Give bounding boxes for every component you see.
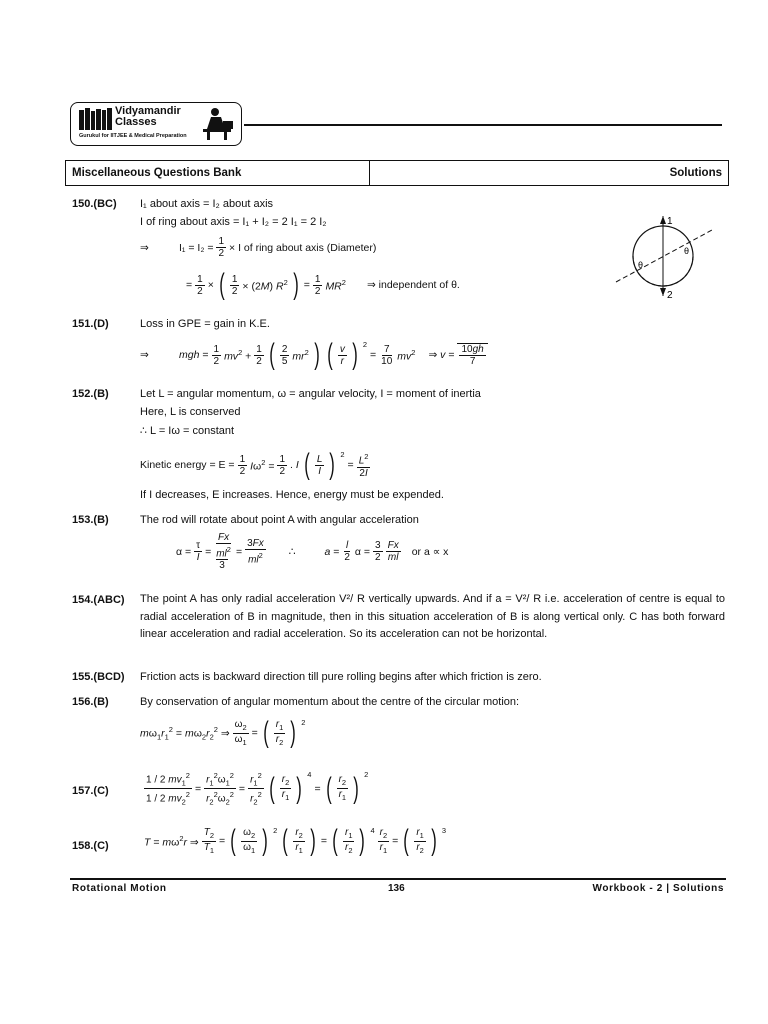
header-rule [244, 124, 722, 126]
footer-chapter: Rotational Motion [72, 883, 167, 894]
q153-line1: The rod will rotate about point A with angular acceleration [140, 514, 419, 526]
q151-line1: Loss in GPE = gain in K.E. [140, 318, 270, 330]
q157-eq: $\frac{1 / 2 mv_1^2}{1 / 2 mv_2^2}$ = $\frac{r_1^2\omega_1^2}{r_2^2\omega_2^2}$ = $\frac{r_1^2}{r_2^2}$ ( $\frac{r_2}{r_1}$ ) $^4$ = ( $\frac{r_2}{r_1}$ ) $^2$ [146, 770, 369, 807]
q152-line1: Let L = angular momentum, ω = angular velocity, I = moment of inertia [140, 388, 481, 400]
footer-workbook: Workbook - 2 | Solutions [592, 883, 724, 894]
bank-solutions-label: Solutions [669, 167, 722, 179]
q150-eq2: = $\frac{1}{2}$ × ( $\frac{1}{2}$ × (2M) $R^2$ ) = $\frac{1}{2}$ $MR^2$ ⇒ independent of θ. [186, 268, 460, 301]
q150-line2: I of ring about axis = I₁ + I₂ = 2 I₁ = 2 I₂ [140, 216, 327, 228]
section-bar [65, 160, 729, 186]
q158-eq: $T = m\omega^2r$ ⇒ $\frac{T_2}{T_1}$ = ( $\frac{\omega_2}{\omega_1}$ ) $^2$ ( $\frac{r_2}{r_1}$ ) = ( $\frac{r_1}{r_2}$ ) $^4$ $\frac{r_2}{r_1}$ = ( $\frac{r_1}{r_2}$ ) $^3$ [144, 824, 446, 857]
page-number: 136 [388, 883, 405, 894]
q155-label: 155.(BCD) [72, 671, 125, 683]
fig-theta-left: θ [638, 260, 644, 270]
q153-eq: α = $\frac{\tau}{I}$ = Fx $ml^2$ 3 = $\frac{3Fx}{ml^2}$ ∴ a = $\frac{l}{2}$ α = $\frac{3}{2}$ $\frac{Fx}{ml}$ or a ∝ x [176, 532, 449, 572]
q152-line5: If I decreases, E increases. Hence, energy must be expended. [140, 489, 444, 501]
q155-text: Friction acts is backward direction till pure rolling begins after which friction is zero. [140, 671, 542, 683]
fig-label-2: 2 [667, 290, 673, 301]
q150-eq1: ⇒ I₁ = I₂ = $\frac{1}{2}$ × I of ring about axis (Diameter) [140, 236, 377, 259]
fig-theta-right: θ [684, 246, 690, 256]
bank-title: Miscellaneous Questions Bank [66, 161, 370, 185]
q153-label: 153.(B) [72, 514, 109, 526]
q156-label: 156.(B) [72, 696, 109, 708]
logo-name: Vidyamandir Classes [115, 105, 181, 128]
q152-label: 152.(B) [72, 388, 109, 400]
q151-label: 151.(D) [72, 318, 109, 330]
q152-eq: Kinetic energy = E = $\frac{1}{2}$ $I\omega^2$ = $\frac{1}{2}$ . I ( $\frac{L}{I}$ ) $^2$ = $\frac{L^2}{2I}$ [140, 448, 369, 481]
ring-axes-figure [608, 212, 718, 302]
q151-eq: ⇒ mgh = $\frac{1}{2}$ $mv^2$ + $\frac{1}{2}$ ( $\frac{2}{5}$ $mr^2$ ) ( $\frac{v}{r}$ ) $^2$ = $\frac{7}{10}$ $mv^2$ ⇒ v = $\frac{10gh}{7}$ [140, 340, 488, 370]
q154-text: The point A has only radial acceleration V²/ R vertically upwards. And if a = V²/ R i.e. acceleration of centre is equal to radial acceleration of B in magnitude, then in this situation acceleration of B is along vertical only. C has both forward linear acceleration and radial acceleration. So its acceleration can not be horizontal. [140, 593, 725, 640]
q150-label: 150.(BC) [72, 198, 117, 210]
logo [70, 102, 242, 146]
books-icon [79, 108, 113, 130]
reader-figure-icon [199, 107, 235, 141]
q150-line1: I₁ about axis = I₂ about axis [140, 198, 274, 210]
q156-text: By conservation of angular momentum about the centre of the circular motion: [140, 696, 520, 708]
q157-label: 157.(C) [72, 785, 109, 797]
q152-line3: ∴ L = Iω = constant [140, 425, 235, 437]
q152-line2: Here, L is conserved [140, 406, 241, 418]
fig-label-1: 1 [667, 216, 673, 227]
q154-label: 154.(ABC) [72, 594, 125, 606]
q156-eq: $m\omega_1r_1^2 = m\omega_2r_2^2$ ⇒ $\frac{\omega_2}{\omega_1}$ = ( $\frac{r_1}{r_2}$ ) $^2$ [140, 716, 306, 749]
logo-tagline: Gurukul for IITJEE & Medical Preparation [79, 133, 187, 139]
footer-rule [70, 878, 726, 880]
q158-label: 158.(C) [72, 840, 109, 852]
